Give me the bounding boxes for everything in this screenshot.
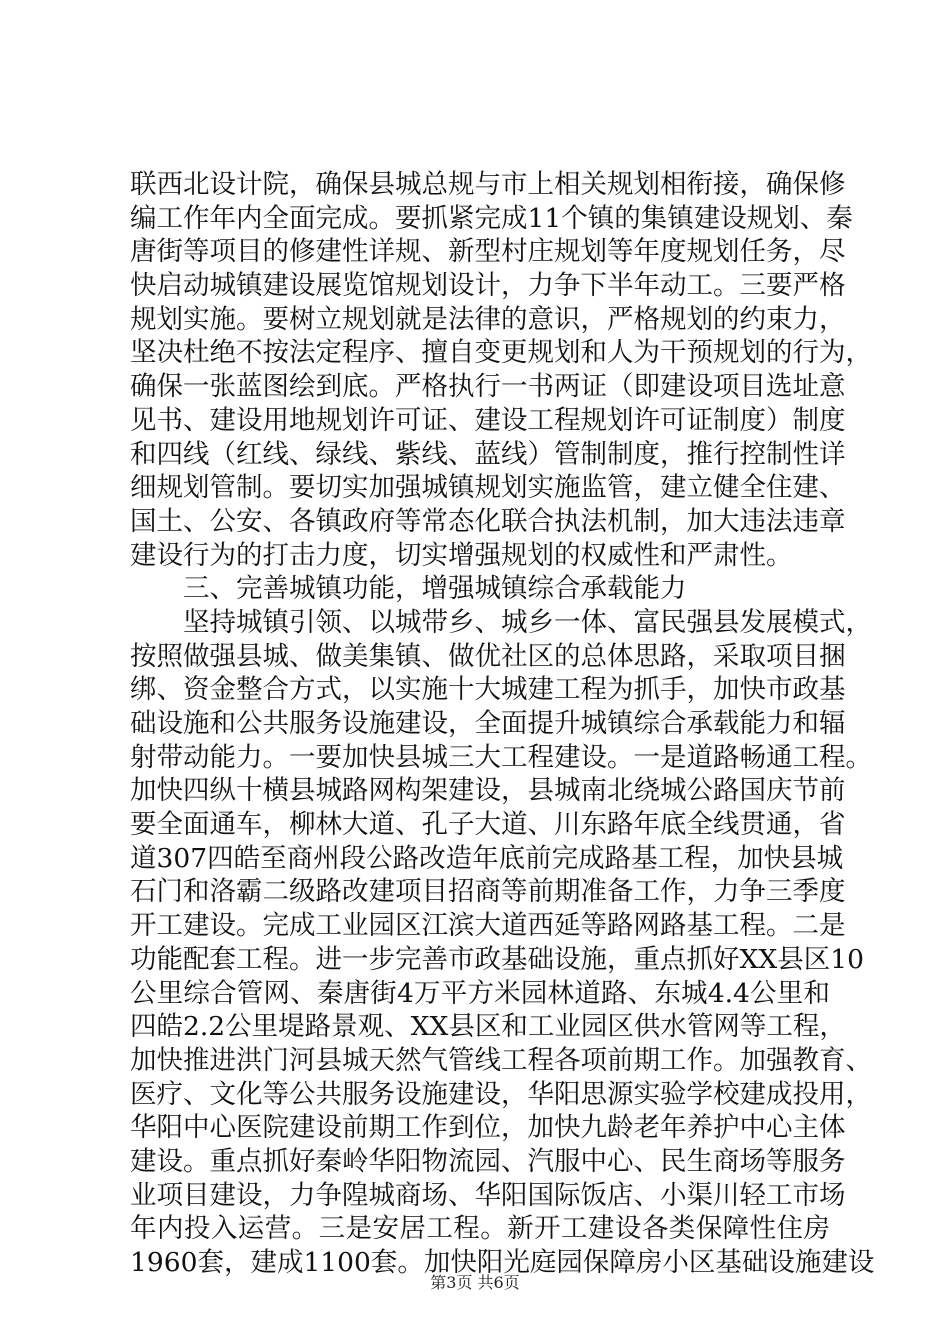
text-line: 础设施和公共服务设施建设，全面提升城镇综合承载能力和辐 bbox=[130, 708, 846, 739]
text-line: 石门和洛霸二级路改建项目招商等前期准备工作，力争三季度 bbox=[130, 876, 846, 908]
text-line: 加快推进洪门河县城天然气管线工程各项前期工作。加强教育、 bbox=[130, 1044, 872, 1076]
text-line: 四皓2.2公里堤路景观、XX县区和工业园区供水管网等工程， bbox=[130, 1011, 846, 1043]
text-line: 和四线（红线、绿线、紫线、蓝线）管制制度，推行控制性详 bbox=[130, 438, 846, 470]
text-line: 年内投入运营。三是安居工程。新开工建设各类保障性住房 bbox=[130, 1213, 830, 1245]
text-line: 要全面通车，柳林大道、孔子大道、川东路年底全线贯通，省 bbox=[130, 809, 846, 841]
text-line: 射带动能力。一要加快县城三大工程建设。一是道路畅通工程。 bbox=[130, 741, 872, 773]
text-line: 加快四纵十横县城路网构架建设，县城南北绕城公路国庆节前 bbox=[130, 775, 846, 807]
text-line: 开工建设。完成工业园区江滨大道西延等路网路基工程。二是 bbox=[130, 910, 846, 942]
text-line: 快启动城镇建设展览馆规划设计，力争下半年动工。三要严格 bbox=[130, 270, 846, 302]
text-line: 细规划管制。要切实加强城镇规划实施监管，建立健全住建、 bbox=[130, 472, 846, 504]
text-line: 绑、资金整合方式，以实施十大城建工程为抓手，加快市政基 bbox=[130, 674, 846, 706]
text-line: 道307四皓至商州段公路改造年底前完成路基工程，加快县城 bbox=[130, 842, 844, 874]
text-line: 业项目建设，力争隍城商场、华阳国际饭店、小渠川轻工市场 bbox=[130, 1179, 846, 1211]
text-line: 公里综合管网、秦唐街4万平方米园林道路、东城4.4公里和 bbox=[130, 977, 830, 1009]
text-line: 唐街等项目的修建性详规、新型村庄规划等年度规划任务，尽 bbox=[130, 236, 846, 268]
text-line: 规划实施。要树立规划就是法律的意识，严格规划的约束力， bbox=[130, 303, 846, 335]
text-line: 按照做强县城、做美集镇、做优社区的总体思路，采取项目捆 bbox=[130, 640, 846, 672]
page-number-footer: 第3页 共6页 bbox=[430, 1273, 520, 1292]
text-line: 编工作年内全面完成。要抓紧完成11个镇的集镇建设规划、秦 bbox=[130, 202, 853, 234]
section-heading: 三、完善城镇功能，增强城镇综合承载能力 bbox=[183, 573, 687, 605]
text-line: 建设。重点抓好秦岭华阳物流园、汽服中心、民生商场等服务 bbox=[130, 1145, 846, 1177]
text-line: 医疗、文化等公共服务设施建设，华阳思源实验学校建成投用， bbox=[130, 1078, 872, 1110]
text-line: 坚决杜绝不按法定程序、擅自变更规划和人为干预规划的行为， bbox=[130, 337, 872, 369]
text-line: 华阳中心医院建设前期工作到位，加快九龄老年养护中心主体 bbox=[130, 1112, 846, 1144]
text-line: 功能配套工程。进一步完善市政基础设施，重点抓好XX县区10 bbox=[130, 943, 864, 975]
text-line: 见书、建设用地规划许可证、建设工程规划许可证制度）制度 bbox=[130, 404, 846, 436]
text-line: 国土、公安、各镇政府等常态化联合执法机制，加大违法违章 bbox=[130, 505, 846, 537]
text-line: 建设行为的打击力度，切实增强规划的权威性和严肃性。 bbox=[130, 539, 793, 571]
text-line: 确保一张蓝图绘到底。严格执行一书两证（即建设项目选址意 bbox=[130, 371, 846, 403]
text-line: 坚持城镇引领、以城带乡、城乡一体、富民强县发展模式， bbox=[183, 606, 872, 638]
text-line: 1960套，建成1100套。加快阳光庭园保障房小区基础设施建设 bbox=[130, 1247, 875, 1278]
text-line: 联西北设计院，确保县城总规与市上相关规划相衔接，确保修 bbox=[130, 169, 846, 200]
document-body bbox=[130, 168, 875, 1280]
